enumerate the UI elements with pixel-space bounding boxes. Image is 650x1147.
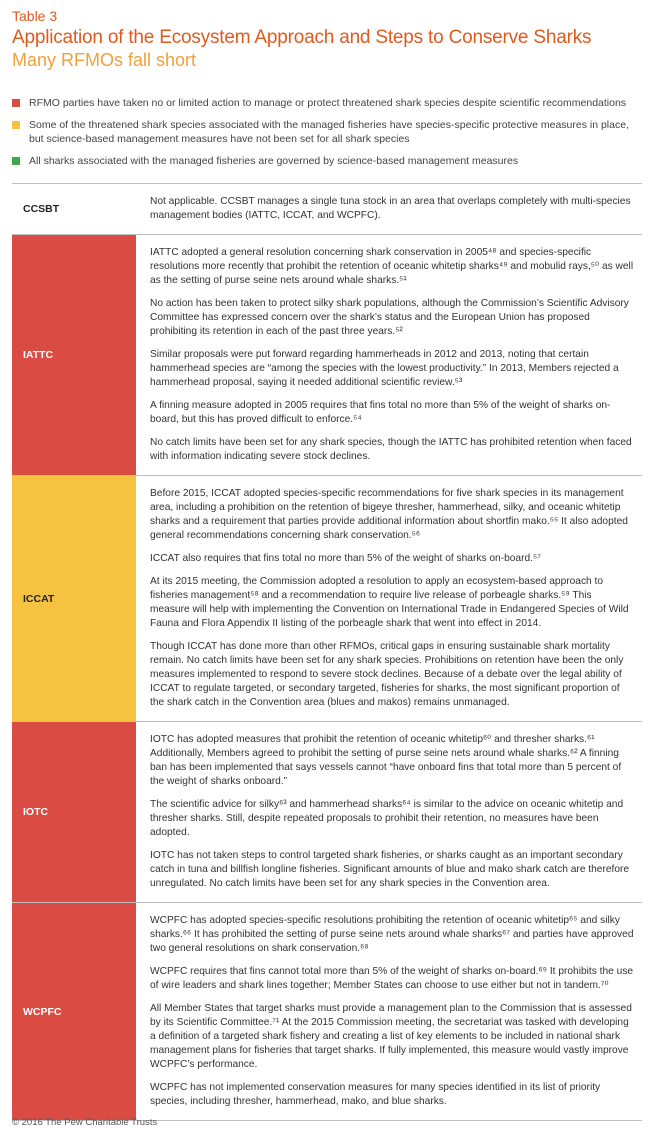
table-row-iccat bbox=[12, 476, 642, 722]
rfmo-description bbox=[136, 235, 642, 475]
legend-item-green bbox=[12, 154, 642, 168]
table-row-ccsbt bbox=[12, 183, 642, 235]
table-label: Table 3 bbox=[12, 8, 58, 24]
rfmo-name: CCSBT bbox=[12, 184, 136, 234]
paragraph: All Member States that target sharks must provide a management plan to the Commission that is assessed by its Scientific Committee.⁷¹ At the 2015 Commission meeting, the secretariat was tasked with developing a definition of a targeted shark fishery and creating a list of key elements to be included in national shark management plans for fisheries that target sharks. If fully implemented, this measure would vastly improve WCPFC’s performance. bbox=[150, 1003, 632, 1070]
legend-text: Some of the threatened shark species associated with the managed fisheries have species-specific protective measures in place, but science-based management measures have not been set for all shark species bbox=[29, 119, 629, 145]
table-row-iotc bbox=[12, 722, 642, 903]
paragraph: WCPFC has not implemented conservation measures for many species identified in its list of priority species, including thresher, hammerhead, mako, and blue sharks. bbox=[150, 1082, 601, 1107]
paragraph: Not applicable. CCSBT manages a single tuna stock in an area that overlaps completely with multi-species management bodies (IATTC, ICCAT, and WCPFC). bbox=[150, 196, 631, 221]
legend-text: RFMO parties have taken no or limited action to manage or protect threatened shark species despite scientific recommendations bbox=[29, 97, 627, 109]
paragraph: IOTC has not taken steps to control targeted shark fisheries, or sharks caught as an important secondary catch in tuna and billfish longline fisheries. Significant amounts of blue and mako shark catch are therefore unregulated. No catch limits have been set for any shark species in the Convention area. bbox=[150, 850, 630, 889]
page-subtitle: Many RFMOs fall short bbox=[12, 50, 197, 70]
rfmo-name: WCPFC bbox=[12, 903, 136, 1120]
paragraph: No catch limits have been set for any shark species, though the IATTC has prohibited retention when faced with information indicating severe stock declines. bbox=[150, 437, 632, 462]
yellow-square-icon bbox=[12, 121, 20, 129]
page-title: Application of the Ecosystem Approach and Steps to Conserve Sharks bbox=[12, 27, 592, 48]
paragraph: At its 2015 meeting, the Commission adopted a resolution to apply an ecosystem-based approach to fisheries management⁵⁸ and a recommendation to require live release of porbeagle sharks.⁵⁹ This measure will help with implementing the Convention on International Trade in Endangered Species of Wild Fauna and Flora Appendix II listing of the porbeagle shark that went into effect in 2014. bbox=[150, 576, 629, 629]
legend-item-yellow bbox=[12, 118, 642, 146]
paragraph: No action has been taken to protect silky shark populations, although the Commission’s Scientific Advisory Committee has expressed concern over the shark’s status and the European Union has proposed prohibiting its retention in each of the past three years.⁵² bbox=[150, 298, 629, 337]
rfmo-description bbox=[136, 184, 642, 234]
paragraph: Though ICCAT has done more than other RFMOs, critical gaps in ensuring sustainable shark mortality remain. No catch limits have been set for any shark species. Prohibitions on retention have been the only measures implemented to respond to severe stock declines. Because of a debate over the legal ability of ICCAT to regulate targeted, or secondary targeted, fisheries for sharks, the most significant proportion of the shark catch in the Convention area (blues and makos) remains unmanaged. bbox=[150, 641, 624, 708]
rfmo-name: ICCAT bbox=[12, 476, 136, 721]
paragraph: IOTC has adopted measures that prohibit the retention of oceanic whitetip⁶⁰ and thresher sharks.⁶¹ Additionally, Members agreed to prohibit the setting of purse seine nets around whale sharks.⁶² A finning ban has been implemented that says vessels cannot “have onboard fins that total more than 5 percent of the weight of sharks onboard.” bbox=[150, 734, 622, 787]
paragraph: A finning measure adopted in 2005 requires that fins total no more than 5% of the weight of sharks on-board, but this has proved difficult to enforce.⁵⁴ bbox=[150, 400, 611, 425]
footer-copyright: © 2016 The Pew Charitable Trusts bbox=[12, 1117, 158, 1128]
legend-text: All sharks associated with the managed fisheries are governed by science-based management measures bbox=[29, 155, 519, 167]
paragraph: ICCAT also requires that fins total no more than 5% of the weight of sharks on-board.⁵⁷ bbox=[150, 553, 541, 564]
rfmo-name: IATTC bbox=[12, 235, 136, 475]
rfmo-description bbox=[136, 722, 642, 902]
paragraph: WCPFC requires that fins cannot total more than 5% of the weight of sharks on-board.⁶⁹ It prohibits the use of wire leaders and shark lines together; Member States can choose to use either but not in tandem.⁷⁰ bbox=[150, 966, 634, 991]
paragraph: Before 2015, ICCAT adopted species-specific recommendations for five shark species in its management area, including a prohibition on the retention of bigeye thresher, hammerhead, silky, and oceanic whitetip sharks and a requirement that parties provide additional information about shortfin mako.⁵⁵ It also adopted general recommendations concerning shark conservation.⁵⁶ bbox=[150, 488, 628, 541]
rfmo-table bbox=[12, 183, 642, 1121]
paragraph: Similar proposals were put forward regarding hammerheads in 2012 and 2013, noting that certain hammerhead species are “among the species with the lowest productivity.” In 2013, Members rejected a hammerhead proposal, saying it needed additional scientific review.⁵³ bbox=[150, 349, 619, 388]
rfmo-description bbox=[136, 476, 642, 721]
legend-item-red bbox=[12, 96, 642, 110]
table-row-iattc bbox=[12, 235, 642, 476]
rfmo-description bbox=[136, 903, 642, 1120]
paragraph: WCPFC has adopted species-specific resolutions prohibiting the retention of oceanic whitetip⁶⁵ and silky sharks.⁶⁶ It has prohibited the setting of purse seine nets around whale sharks⁶⁷ and parties have approved two general resolutions on shark conservation.⁶⁸ bbox=[150, 915, 634, 954]
paragraph: The scientific advice for silky⁶³ and hammerhead sharks⁶⁴ is similar to the advice on oceanic whitetip and thresher sharks. Still, despite repeated proposals to prohibit their retention, no measures have been adopted. bbox=[150, 799, 624, 838]
rfmo-name: IOTC bbox=[12, 722, 136, 902]
green-square-icon bbox=[12, 157, 20, 165]
table-row-wcpfc bbox=[12, 903, 642, 1121]
red-square-icon bbox=[12, 99, 20, 107]
legend bbox=[12, 96, 642, 176]
header bbox=[12, 8, 642, 71]
paragraph: IATTC adopted a general resolution concerning shark conservation in 2005⁴⁸ and species-specific resolutions more recently that prohibit the retention of oceanic whitetip sharks⁴⁹ and mobulid rays,⁵⁰ as well as the setting of purse seine nets around whale sharks.⁵¹ bbox=[150, 247, 634, 286]
